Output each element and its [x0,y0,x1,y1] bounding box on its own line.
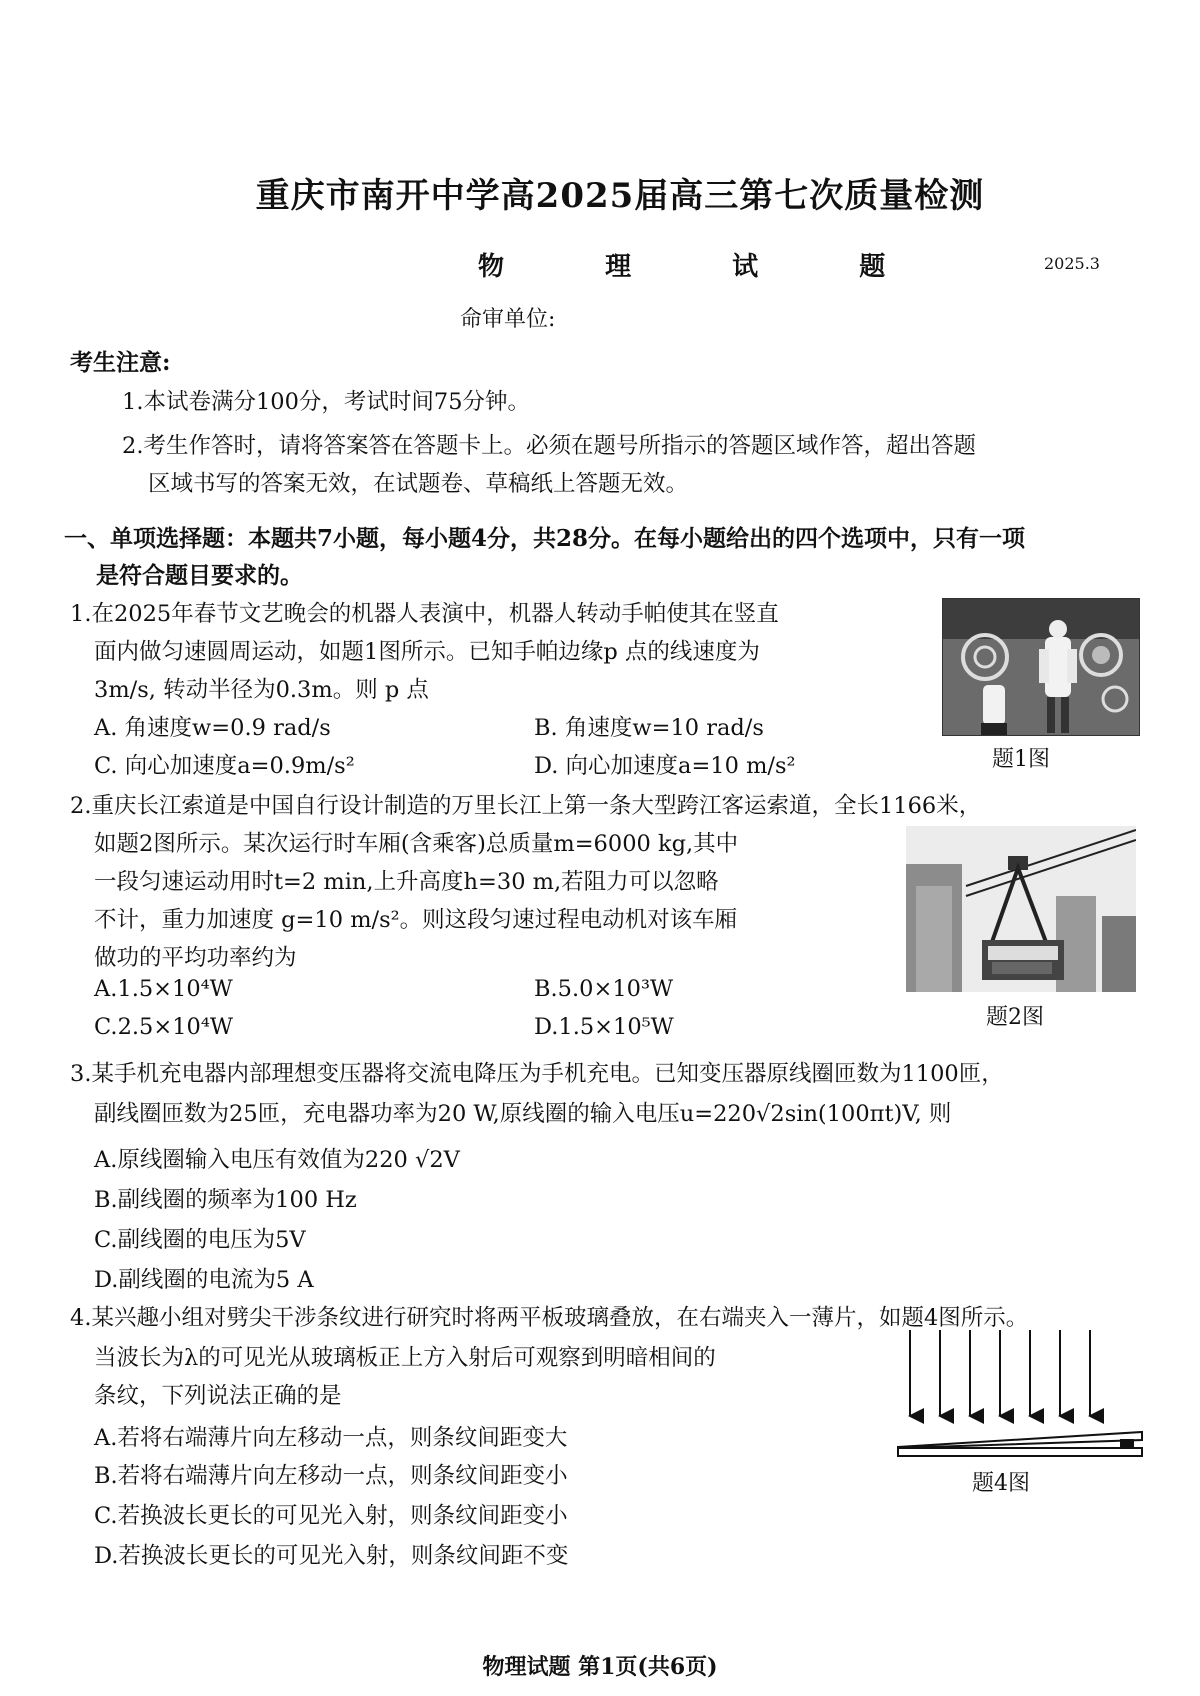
q2-line1: 2.重庆长江索道是中国自行设计制造的万里长江上第一条大型跨江客运索道，全长1166米， [70,793,982,819]
q3-option-a: A.原线圈输入电压有效值为220 √2V [94,1147,460,1173]
section-heading-line1: 一、单项选择题：本题共7小题，每小题4分，共28分。在每小题给出的四个选项中，只有一项 [64,525,1026,552]
q4-option-a: A.若将右端薄片向左移动一点，则条纹间距变大 [94,1425,568,1451]
exam-date: 2025.3 [1044,254,1100,273]
q1-option-c: C. 向心加速度a=0.9m/s² [94,753,355,779]
q2-line4: 不计，重力加速度 g=10 m/s²。则这段匀速过程电动机对该车厢 [94,907,738,933]
q1-option-b: B. 角速度w=10 rad/s [534,715,764,741]
q4-line3: 条纹，下列说法正确的是 [94,1383,342,1409]
q3-option-c: C.副线圈的电压为5V [94,1227,306,1253]
q2-line5: 做功的平均功率约为 [94,945,297,971]
q4-option-d: D.若换波长更长的可见光入射，则条纹间距不变 [94,1543,569,1569]
exam-title: 重庆市南开中学高2025届高三第七次质量检测 [255,176,985,216]
robot-photo-drawing [943,599,1139,735]
q3-option-b: B.副线圈的频率为100 Hz [94,1187,357,1213]
notice-item-2-line1: 2.考生作答时，请将答案答在答题卡上。必须在题号所指示的答题区域作答，超出答题 [122,433,976,459]
q2-line3: 一段匀速运动用时t=2 min,上升高度h=30 m,若阻力可以忽略 [94,869,719,895]
q2-figure-cableway-photo [906,826,1136,992]
cableway-photo-drawing [906,826,1136,992]
q1-option-d: D. 向心加速度a=10 m/s² [534,753,796,779]
q3-line1: 3.某手机充电器内部理想变压器将交流电降压为手机充电。已知变压器原线圈匝数为1100匝， [70,1061,1004,1087]
subject-char-1: 物 [478,252,507,282]
subject-char-2: 理 [605,252,634,282]
unit-label: 命审单位: [460,307,556,332]
notice-item-1: 1.本试卷满分100分，考试时间75分钟。 [122,389,531,415]
q2-option-c: C.2.5×10⁴W [94,1014,233,1040]
q4-figure-wedge-diagram [896,1330,1146,1470]
section-heading-line2: 是符合题目要求的。 [96,562,303,589]
q2-line2: 如题2图所示。某次运行时车厢(含乘客)总质量m=6000 kg,其中 [94,831,739,857]
q4-option-b: B.若将右端薄片向左移动一点，则条纹间距变小 [94,1463,568,1489]
q1-line2: 面内做匀速圆周运动，如题1图所示。已知手帕边缘p 点的线速度为 [94,639,760,665]
notice-item-2-line2: 区域书写的答案无效，在试题卷、草稿纸上答题无效。 [148,471,689,497]
q1-figure-robot-photo [942,598,1140,736]
q1-option-a: A. 角速度w=0.9 rad/s [94,715,331,741]
q2-option-d: D.1.5×10⁵W [534,1014,674,1040]
q4-option-c: C.若换波长更长的可见光入射，则条纹间距变小 [94,1503,568,1529]
page-footer: 物理试题 第1页(共6页) [482,1654,718,1680]
q2-option-b: B.5.0×10³W [534,976,674,1002]
q2-option-a: A.1.5×10⁴W [94,976,233,1002]
q1-figure-caption: 题1图 [992,747,1050,772]
q4-figure-caption: 题4图 [972,1471,1030,1496]
wedge-diagram-drawing [896,1330,1146,1470]
notice-heading: 考生注意: [70,349,171,376]
q2-figure-caption: 题2图 [986,1005,1044,1030]
q3-option-d: D.副线圈的电流为5 A [94,1267,314,1293]
q1-line1: 1.在2025年春节文艺晚会的机器人表演中，机器人转动手帕使其在竖直 [70,601,779,627]
q3-line2: 副线圈匝数为25匝，充电器功率为20 W,原线圈的输入电压u=220√2sin(100πt)V, 则 [94,1101,952,1127]
q4-line2: 当波长为λ的可见光从玻璃板正上方入射后可观察到明暗相间的 [94,1345,716,1371]
q1-line3: 3m/s, 转动半径为0.3m。则 p 点 [94,677,429,703]
subject-char-3: 试 [732,252,761,282]
subject-title [478,246,935,283]
subject-char-4: 题 [859,252,888,282]
q4-line1: 4.某兴趣小组对劈尖干涉条纹进行研究时将两平板玻璃叠放，在右端夹入一薄片，如题4图所示。 [70,1305,1029,1331]
